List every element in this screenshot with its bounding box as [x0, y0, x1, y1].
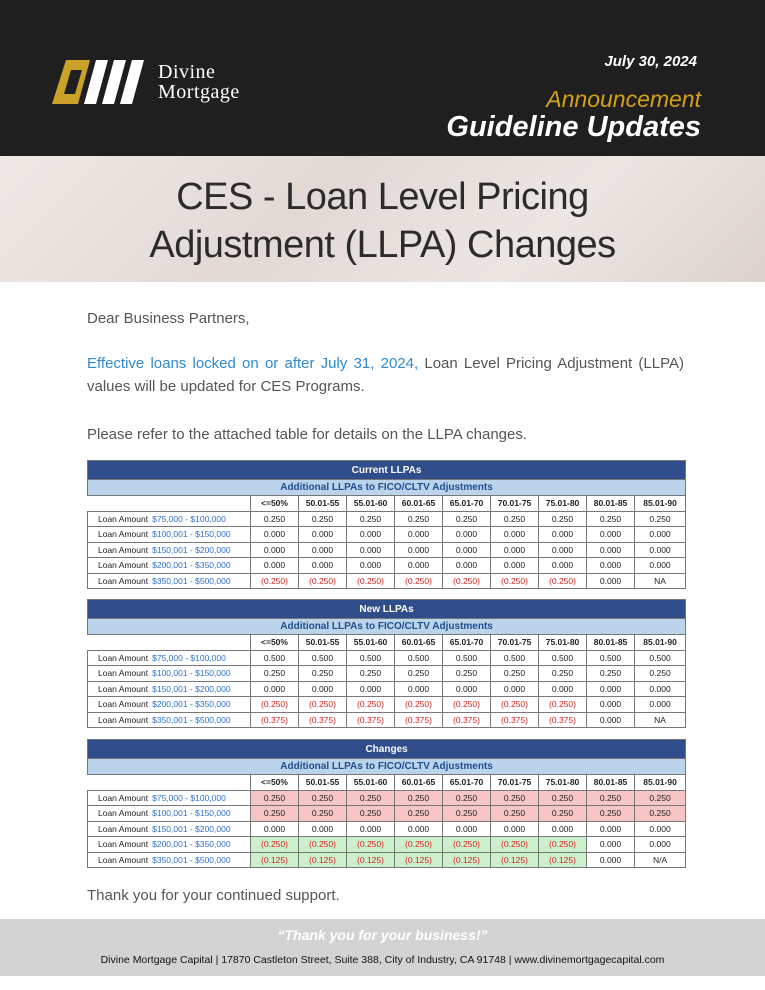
- value-cell: 0.250: [635, 806, 686, 822]
- value-cell: 0.500: [539, 650, 587, 666]
- value-cell: 0.000: [635, 527, 686, 543]
- announcement-date: July 30, 2024: [604, 53, 697, 70]
- column-header: 85.01-90: [635, 775, 686, 791]
- loan-range: $200,001 - $350,000: [152, 699, 231, 710]
- value-cell: (0.250): [395, 697, 443, 713]
- row-label-cell: [88, 573, 251, 589]
- column-header: 75.01-80: [539, 496, 587, 512]
- value-cell: (0.250): [443, 573, 491, 589]
- column-header: 80.01-85: [587, 496, 635, 512]
- table-title-row: [88, 600, 686, 619]
- value-cell: NA: [635, 712, 686, 728]
- table-row: [88, 790, 686, 806]
- row-label-cell: [88, 681, 251, 697]
- loan-range: $75,000 - $100,000: [152, 513, 226, 524]
- value-cell: (0.375): [491, 712, 539, 728]
- greeting: Dear Business Partners,: [87, 310, 250, 327]
- column-header: 65.01-70: [443, 635, 491, 651]
- value-cell: 0.250: [635, 790, 686, 806]
- value-cell: 0.000: [251, 527, 299, 543]
- value-cell: 0.000: [635, 821, 686, 837]
- value-cell: 0.250: [299, 806, 347, 822]
- loan-range: $350,001 - $500,000: [152, 714, 231, 725]
- column-header: 60.01-65: [395, 496, 443, 512]
- column-header: <=50%: [251, 496, 299, 512]
- value-cell: 0.000: [299, 542, 347, 558]
- row-label: Loan Amount: [98, 513, 149, 524]
- logo-line-1: Divine: [158, 61, 216, 83]
- loan-range: $350,001 - $500,000: [152, 575, 231, 586]
- row-label: Loan Amount: [98, 544, 149, 555]
- value-cell: 0.500: [587, 650, 635, 666]
- value-cell: 0.000: [491, 558, 539, 574]
- row-label: Loan Amount: [98, 699, 149, 710]
- value-cell: (0.250): [395, 837, 443, 853]
- value-cell: (0.250): [539, 837, 587, 853]
- value-cell: 0.250: [395, 790, 443, 806]
- value-cell: 0.000: [395, 821, 443, 837]
- loan-range: $150,001 - $200,000: [152, 823, 231, 834]
- value-cell: 0.000: [251, 681, 299, 697]
- loan-range: $350,001 - $500,000: [152, 854, 231, 865]
- value-cell: (0.375): [539, 712, 587, 728]
- value-cell: 0.000: [395, 681, 443, 697]
- value-cell: 0.000: [347, 681, 395, 697]
- value-cell: 0.000: [347, 821, 395, 837]
- column-header: 70.01-75: [491, 635, 539, 651]
- value-cell: 0.000: [635, 542, 686, 558]
- column-header: 80.01-85: [587, 775, 635, 791]
- value-cell: (0.250): [347, 573, 395, 589]
- value-cell: N/A: [635, 852, 686, 868]
- value-cell: 0.000: [395, 542, 443, 558]
- value-cell: 0.000: [587, 527, 635, 543]
- column-header-row: [88, 496, 686, 512]
- value-cell: 0.250: [587, 790, 635, 806]
- value-cell: 0.000: [587, 852, 635, 868]
- value-cell: (0.250): [443, 837, 491, 853]
- value-cell: 0.000: [587, 821, 635, 837]
- header-blank-cell: [88, 775, 251, 791]
- value-cell: 0.500: [491, 650, 539, 666]
- row-label: Loan Amount: [98, 808, 149, 819]
- value-cell: (0.250): [251, 573, 299, 589]
- value-cell: 0.000: [587, 573, 635, 589]
- logo-line-2: Mortgage: [158, 81, 240, 103]
- table-row: [88, 837, 686, 853]
- column-header-row: [88, 775, 686, 791]
- value-cell: (0.250): [299, 837, 347, 853]
- value-cell: (0.250): [491, 697, 539, 713]
- value-cell: (0.250): [347, 697, 395, 713]
- value-cell: (0.250): [299, 697, 347, 713]
- value-cell: (0.250): [491, 573, 539, 589]
- loan-range: $150,001 - $200,000: [152, 683, 231, 694]
- value-cell: 0.000: [635, 837, 686, 853]
- value-cell: 0.250: [395, 511, 443, 527]
- value-cell: 0.000: [587, 712, 635, 728]
- loan-range: $100,001 - $150,000: [152, 668, 231, 679]
- value-cell: 0.250: [491, 511, 539, 527]
- value-cell: 0.500: [635, 650, 686, 666]
- value-cell: 0.250: [443, 666, 491, 682]
- column-header: 75.01-80: [539, 775, 587, 791]
- value-cell: 0.250: [587, 511, 635, 527]
- value-cell: (0.125): [491, 852, 539, 868]
- table-title-row: [88, 740, 686, 759]
- value-cell: 0.000: [587, 697, 635, 713]
- row-label-cell: [88, 697, 251, 713]
- value-cell: (0.125): [347, 852, 395, 868]
- value-cell: 0.000: [635, 681, 686, 697]
- row-label-cell: [88, 837, 251, 853]
- refer-paragraph: Please refer to the attached table for details on the LLPA changes.: [87, 426, 528, 443]
- row-label-cell: [88, 806, 251, 822]
- row-label: Loan Amount: [98, 839, 149, 850]
- value-cell: 0.250: [251, 806, 299, 822]
- table-row: [88, 666, 686, 682]
- value-cell: (0.250): [251, 837, 299, 853]
- value-cell: 0.000: [395, 558, 443, 574]
- value-cell: 0.250: [251, 790, 299, 806]
- value-cell: 0.000: [299, 558, 347, 574]
- table-row: [88, 542, 686, 558]
- value-cell: 0.000: [299, 527, 347, 543]
- footer-address: Divine Mortgage Capital | 17870 Castleton Street, Suite 388, City of Industry, CA 91748 | www.divinemortgagecapital.com: [100, 954, 665, 966]
- value-cell: 0.000: [587, 681, 635, 697]
- current-llpa-table: [87, 460, 686, 589]
- row-label: Loan Amount: [98, 714, 149, 725]
- row-label-cell: [88, 712, 251, 728]
- footer: [0, 919, 765, 976]
- column-header: <=50%: [251, 635, 299, 651]
- table-subtitle: Additional LLPAs to FICO/CLTV Adjustments: [88, 480, 686, 496]
- value-cell: 0.500: [395, 650, 443, 666]
- effective-date-highlight: Effective loans locked on or after July 31, 2024,: [87, 355, 419, 372]
- table-row: [88, 527, 686, 543]
- table-row: [88, 852, 686, 868]
- value-cell: 0.000: [347, 527, 395, 543]
- row-label-cell: [88, 821, 251, 837]
- value-cell: 0.000: [491, 821, 539, 837]
- value-cell: 0.250: [443, 806, 491, 822]
- value-cell: 0.000: [587, 558, 635, 574]
- value-cell: 0.250: [443, 511, 491, 527]
- column-header: 85.01-90: [635, 635, 686, 651]
- value-cell: 0.250: [347, 790, 395, 806]
- table-subtitle: Additional LLPAs to FICO/CLTV Adjustments: [88, 619, 686, 635]
- announcement-label: Announcement: [546, 86, 701, 112]
- value-cell: 0.250: [443, 790, 491, 806]
- value-cell: 0.000: [635, 558, 686, 574]
- value-cell: 0.000: [491, 542, 539, 558]
- value-cell: (0.125): [299, 852, 347, 868]
- row-label-cell: [88, 511, 251, 527]
- value-cell: 0.250: [395, 666, 443, 682]
- header-blank-cell: [88, 496, 251, 512]
- value-cell: 0.000: [347, 542, 395, 558]
- value-cell: (0.125): [251, 852, 299, 868]
- row-label: Loan Amount: [98, 823, 149, 834]
- table-subtitle-row: [88, 619, 686, 635]
- loan-range: $75,000 - $100,000: [152, 652, 226, 663]
- value-cell: 0.000: [539, 681, 587, 697]
- value-cell: 0.000: [443, 821, 491, 837]
- loan-range: $200,001 - $350,000: [152, 839, 231, 850]
- value-cell: (0.250): [395, 573, 443, 589]
- value-cell: 0.000: [539, 542, 587, 558]
- column-header: 50.01-55: [299, 496, 347, 512]
- value-cell: (0.125): [443, 852, 491, 868]
- value-cell: 0.500: [347, 650, 395, 666]
- new-llpa-table: [87, 599, 686, 728]
- table-row: [88, 650, 686, 666]
- header-banner: [0, 0, 765, 156]
- effective-paragraph: [87, 352, 684, 398]
- value-cell: 0.250: [539, 790, 587, 806]
- value-cell: 0.000: [491, 527, 539, 543]
- thanks-paragraph: Thank you for your continued support.: [87, 887, 340, 904]
- column-header: 80.01-85: [587, 635, 635, 651]
- value-cell: 0.000: [299, 681, 347, 697]
- column-header: 50.01-55: [299, 775, 347, 791]
- value-cell: (0.375): [251, 712, 299, 728]
- page-title-line-1: CES - Loan Level Pricing: [176, 176, 589, 218]
- value-cell: 0.000: [443, 527, 491, 543]
- column-header: <=50%: [251, 775, 299, 791]
- value-cell: 0.250: [539, 666, 587, 682]
- table-row: [88, 573, 686, 589]
- row-label-cell: [88, 790, 251, 806]
- row-label-cell: [88, 558, 251, 574]
- value-cell: 0.250: [299, 666, 347, 682]
- changes-llpa-table: [87, 739, 686, 868]
- logo-mark-icon: [52, 60, 156, 104]
- value-cell: 0.000: [347, 558, 395, 574]
- table-title: Current LLPAs: [88, 461, 686, 480]
- column-header: 55.01-60: [347, 635, 395, 651]
- value-cell: 0.250: [347, 666, 395, 682]
- row-label: Loan Amount: [98, 529, 149, 540]
- value-cell: 0.250: [299, 790, 347, 806]
- column-header: 55.01-60: [347, 775, 395, 791]
- value-cell: 0.250: [587, 666, 635, 682]
- value-cell: 0.000: [539, 821, 587, 837]
- value-cell: (0.250): [491, 837, 539, 853]
- value-cell: 0.250: [539, 806, 587, 822]
- value-cell: (0.375): [395, 712, 443, 728]
- table-row: [88, 712, 686, 728]
- table-subtitle: Additional LLPAs to FICO/CLTV Adjustments: [88, 759, 686, 775]
- footer-quote: “Thank you for your business!”: [277, 927, 488, 943]
- column-header: 65.01-70: [443, 496, 491, 512]
- row-label-cell: [88, 852, 251, 868]
- row-label: Loan Amount: [98, 575, 149, 586]
- value-cell: 0.500: [443, 650, 491, 666]
- loan-range: $150,001 - $200,000: [152, 544, 231, 555]
- value-cell: (0.125): [539, 852, 587, 868]
- column-header-row: [88, 635, 686, 651]
- value-cell: 0.000: [251, 542, 299, 558]
- table-row: [88, 511, 686, 527]
- column-header: 60.01-65: [395, 635, 443, 651]
- row-label: Loan Amount: [98, 668, 149, 679]
- row-label-cell: [88, 527, 251, 543]
- title-band: [0, 156, 765, 282]
- value-cell: 0.000: [539, 558, 587, 574]
- row-label: Loan Amount: [98, 560, 149, 571]
- value-cell: 0.000: [443, 681, 491, 697]
- table-title-row: [88, 461, 686, 480]
- table-subtitle-row: [88, 759, 686, 775]
- value-cell: (0.250): [299, 573, 347, 589]
- column-header: 70.01-75: [491, 775, 539, 791]
- value-cell: 0.250: [251, 666, 299, 682]
- value-cell: 0.000: [491, 681, 539, 697]
- value-cell: 0.250: [395, 806, 443, 822]
- value-cell: 0.000: [587, 837, 635, 853]
- column-header: 55.01-60: [347, 496, 395, 512]
- table-title: Changes: [88, 740, 686, 759]
- value-cell: 0.000: [251, 821, 299, 837]
- page-title-line-2: Adjustment (LLPA) Changes: [149, 224, 616, 266]
- loan-range: $100,001 - $150,000: [152, 529, 231, 540]
- value-cell: 0.250: [491, 806, 539, 822]
- value-cell: 0.000: [587, 542, 635, 558]
- value-cell: 0.000: [443, 542, 491, 558]
- value-cell: (0.250): [539, 697, 587, 713]
- value-cell: 0.500: [299, 650, 347, 666]
- value-cell: 0.000: [443, 558, 491, 574]
- divine-mortgage-logo: [52, 60, 282, 106]
- value-cell: 0.250: [347, 806, 395, 822]
- value-cell: 0.500: [251, 650, 299, 666]
- value-cell: 0.250: [635, 511, 686, 527]
- value-cell: (0.125): [395, 852, 443, 868]
- column-header: 75.01-80: [539, 635, 587, 651]
- guideline-updates-heading: Guideline Updates: [446, 111, 701, 143]
- row-label-cell: [88, 542, 251, 558]
- value-cell: (0.375): [443, 712, 491, 728]
- row-label-cell: [88, 666, 251, 682]
- loan-range: $200,001 - $350,000: [152, 560, 231, 571]
- header-blank-cell: [88, 635, 251, 651]
- table-subtitle-row: [88, 480, 686, 496]
- loan-range: $100,001 - $150,000: [152, 808, 231, 819]
- row-label-cell: [88, 650, 251, 666]
- value-cell: 0.250: [251, 511, 299, 527]
- table-row: [88, 697, 686, 713]
- value-cell: 0.250: [587, 806, 635, 822]
- column-header: 70.01-75: [491, 496, 539, 512]
- value-cell: (0.250): [251, 697, 299, 713]
- value-cell: (0.375): [347, 712, 395, 728]
- value-cell: (0.250): [539, 573, 587, 589]
- value-cell: 0.250: [347, 511, 395, 527]
- table-row: [88, 821, 686, 837]
- value-cell: 0.250: [299, 511, 347, 527]
- column-header: 85.01-90: [635, 496, 686, 512]
- column-header: 50.01-55: [299, 635, 347, 651]
- value-cell: (0.375): [299, 712, 347, 728]
- value-cell: (0.250): [347, 837, 395, 853]
- value-cell: 0.000: [395, 527, 443, 543]
- table-title: New LLPAs: [88, 600, 686, 619]
- table-row: [88, 681, 686, 697]
- column-header: 65.01-70: [443, 775, 491, 791]
- value-cell: 0.000: [539, 527, 587, 543]
- value-cell: 0.000: [635, 697, 686, 713]
- table-row: [88, 558, 686, 574]
- value-cell: 0.250: [635, 666, 686, 682]
- table-row: [88, 806, 686, 822]
- effective-rest: Loan Level Pricing Adjustment (LLPA) values will be updated for CES Programs.: [87, 355, 684, 395]
- row-label: Loan Amount: [98, 652, 149, 663]
- row-label: Loan Amount: [98, 854, 149, 865]
- value-cell: (0.250): [443, 697, 491, 713]
- value-cell: 0.250: [491, 790, 539, 806]
- row-label: Loan Amount: [98, 683, 149, 694]
- loan-range: $75,000 - $100,000: [152, 792, 226, 803]
- value-cell: 0.250: [539, 511, 587, 527]
- row-label: Loan Amount: [98, 792, 149, 803]
- value-cell: 0.000: [251, 558, 299, 574]
- value-cell: NA: [635, 573, 686, 589]
- value-cell: 0.000: [299, 821, 347, 837]
- column-header: 60.01-65: [395, 775, 443, 791]
- value-cell: 0.250: [491, 666, 539, 682]
